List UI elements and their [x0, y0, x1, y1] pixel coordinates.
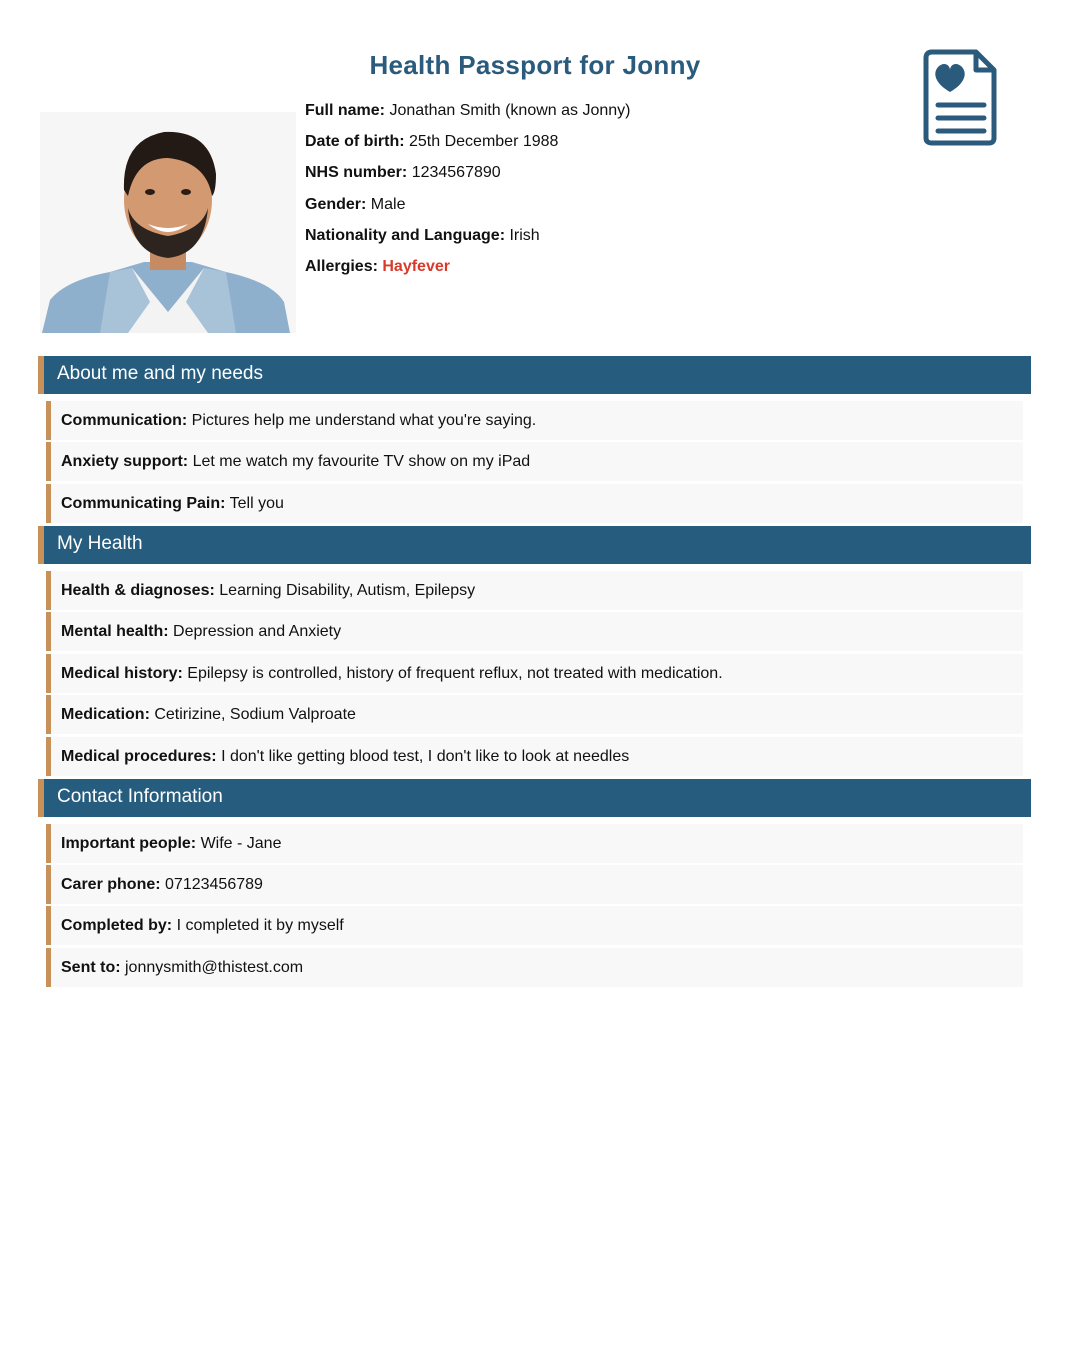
profile-allergies: Allergies: Hayfever	[305, 257, 450, 275]
list-item-sent-to: Sent to: jonnysmith@thistest.com	[46, 948, 1023, 987]
list-item-medical-procedures: Medical procedures: I don't like getting blood test, I don't like to look at needles	[46, 737, 1023, 776]
section-header-my-health: My Health	[38, 526, 1031, 564]
profile-nationality-language: Nationality and Language: Irish	[305, 226, 540, 244]
profile-date-of-birth: Date of birth: 25th December 1988	[305, 133, 559, 151]
list-item-communicating-pain: Communicating Pain: Tell you	[46, 484, 1023, 523]
page-title: Health Passport for Jonny	[369, 50, 701, 80]
list-item-medical-history: Medical history: Epilepsy is controlled, history of frequent reflux, not treated with medication.	[46, 654, 1023, 693]
profile-full-name: Full name: Jonathan Smith (known as Jonny)	[305, 102, 631, 119]
profile-details	[305, 100, 630, 287]
list-item-health-diagnoses: Health & diagnoses: Learning Disability, Autism, Epilepsy	[46, 571, 1023, 610]
list-item-medication: Medication: Cetirizine, Sodium Valproate	[46, 695, 1023, 734]
profile-nhs-number: NHS number: 1234567890	[305, 164, 501, 182]
list-item-important-people: Important people: Wife - Jane	[46, 824, 1023, 863]
profile-gender: Gender: Male	[305, 195, 406, 213]
section-header-contact-information: Contact Information	[38, 779, 1031, 817]
list-item-anxiety-support: Anxiety support: Let me watch my favourite TV show on my iPad	[46, 442, 1023, 481]
list-item-completed-by: Completed by: I completed it by myself	[46, 906, 1023, 945]
heart-document-icon	[918, 48, 998, 148]
list-item-mental-health: Mental health: Depression and Anxiety	[46, 612, 1023, 651]
avatar	[40, 112, 296, 333]
allergy-value: Hayfever	[382, 257, 450, 275]
list-item-carer-phone: Carer phone: 07123456789	[46, 865, 1023, 904]
list-item-communication: Communication: Pictures help me understand what you're saying.	[46, 401, 1023, 440]
profile-photo	[40, 112, 296, 333]
section-header-about-me: About me and my needs	[38, 356, 1031, 394]
